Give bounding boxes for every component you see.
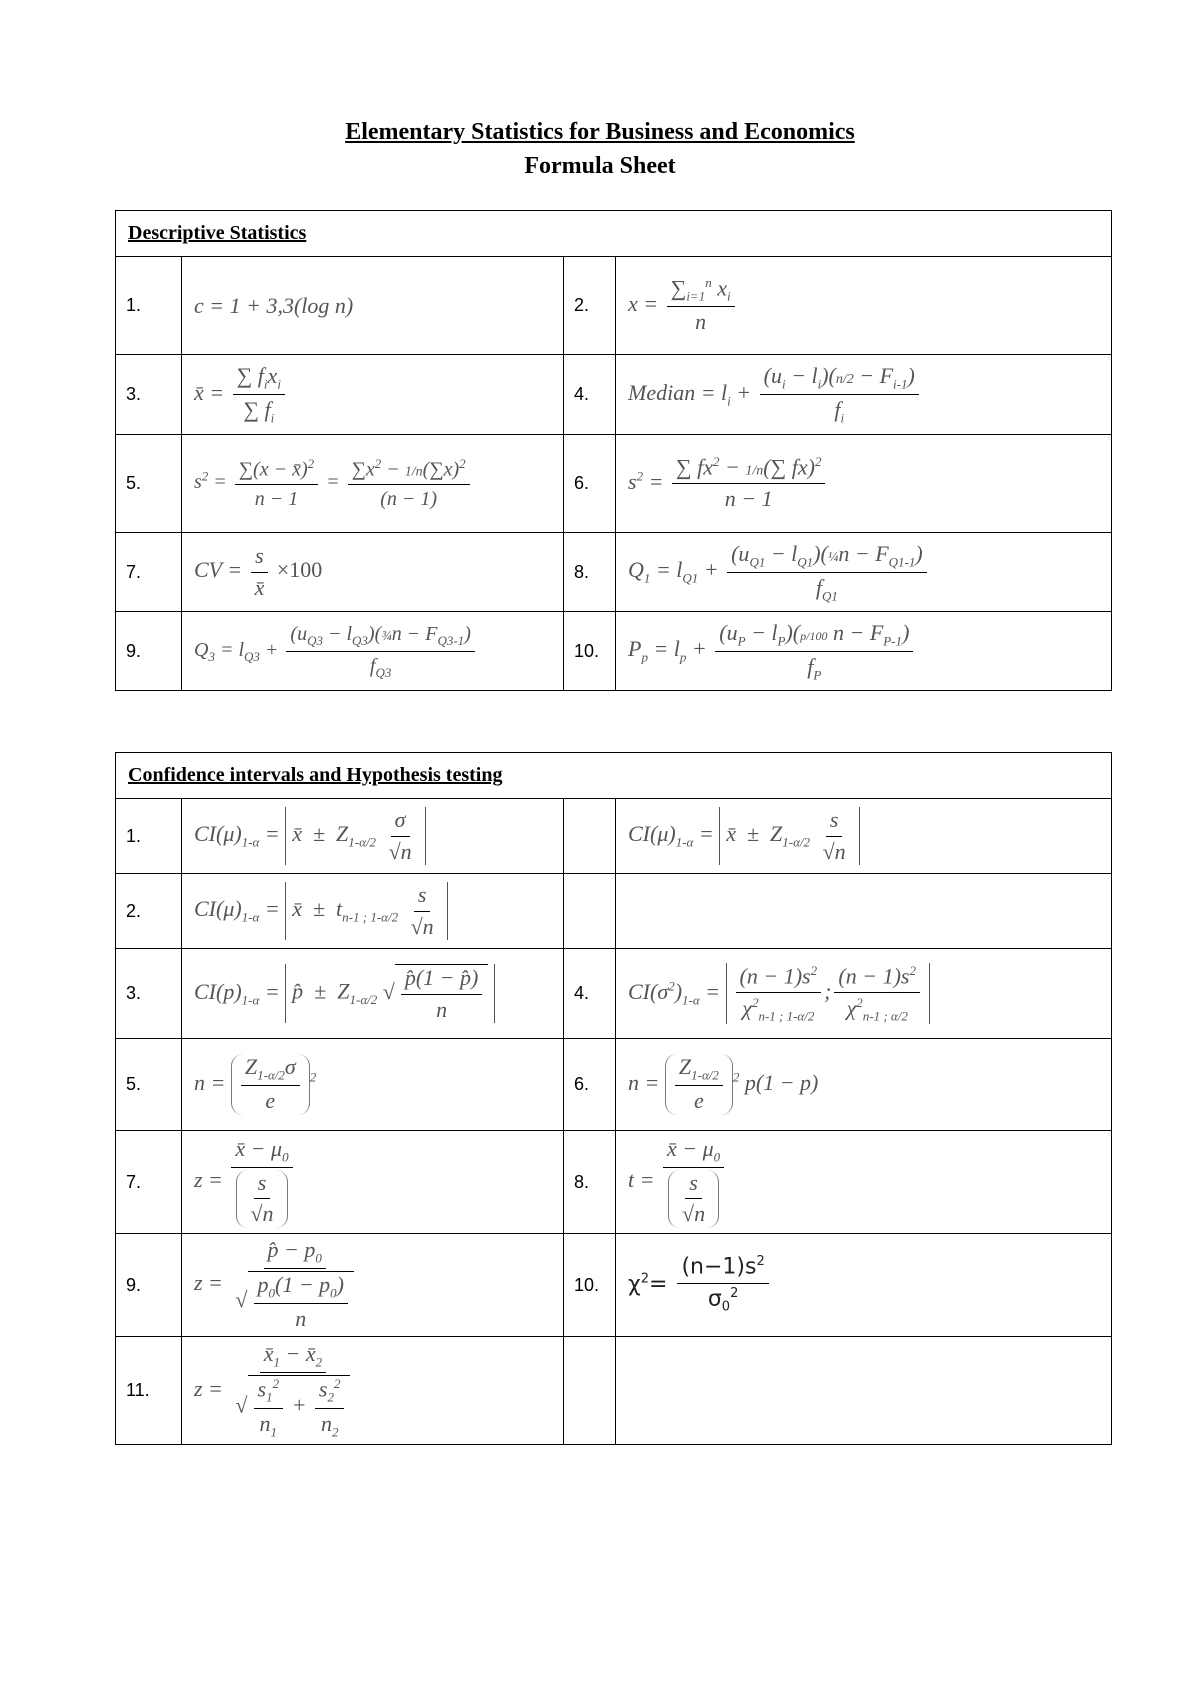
table-row — [116, 1131, 1112, 1234]
title-block — [0, 115, 1200, 183]
descriptive-statistics-table — [115, 210, 1112, 691]
formula-grouped-mean: x̄ = $\frac{\sum f_ix_i}{\sum f_i}$ — [182, 355, 564, 435]
formula-ci-variance: $CI(\sigma^2)_{1-\alpha}$ = $\frac{(n - 1)s^2}{\chi^2_{n-1 ; 1-\alpha/2}}$ ; $\frac{(n - 1)s^2}{\chi^2_{n-1 ; \alpha/2}}$ — [616, 949, 1112, 1039]
formula-grouped-variance: $s^2$ = $\frac{\sum fx^2 - 1/n(\sum fx)^2}{n - 1}$ — [616, 435, 1112, 533]
formula-number: 8. — [564, 1131, 616, 1234]
formula-median: Median = $l_i$ + $\frac{(u_i - l_i)(n/2 - F_{i-1})}{f_i}$ — [616, 355, 1112, 435]
formula-class-count: c = 1 + 3,3(log n) — [182, 257, 564, 355]
formula-number — [564, 874, 616, 949]
inference-heading: Confidence intervals and Hypothesis testing — [116, 753, 1112, 799]
formula-number: 9. — [116, 612, 182, 691]
table-row — [116, 1234, 1112, 1337]
formula-sample-mean: x = $\frac{\sum_{i=1}^n x_i}{n}$ — [616, 257, 1112, 355]
formula-number: 6. — [564, 1039, 616, 1131]
table-row — [116, 533, 1112, 612]
formula-number: 2. — [564, 257, 616, 355]
formula-first-quartile: $Q_1 = l_{Q1}$ + $\frac{(u_{Q1} - l_{Q1})(\frac{1}{4}n - F_{Q1-1})}{f_{Q1}}$ — [616, 533, 1112, 612]
formula-number: 11. — [116, 1337, 182, 1445]
formula-z-test-two-means: z = $x̄_1$ − $x̄_2$ √ $\frac{s_1^2}{n_1}$ + $\frac{s_2^2}{n_2}$ — [182, 1337, 564, 1445]
formula-number: 6. — [564, 435, 616, 533]
formula-number: 2. — [116, 874, 182, 949]
formula-chi-square-test: $\chi^2=$ $\frac{(n-1)s^2}{\sigma_0^2}$ — [616, 1234, 1112, 1337]
table-row — [116, 1039, 1112, 1131]
table-row — [116, 1337, 1112, 1445]
formula-number: 5. — [116, 1039, 182, 1131]
formula-sample-size-proportion: n = $\frac{Z_{1-\alpha/2}}{e}$ $^2$ p(1 − p) — [616, 1039, 1112, 1131]
formula-number: 3. — [116, 355, 182, 435]
table-row — [116, 612, 1112, 691]
formula-sample-size-mean: n = $\frac{Z_{1-\alpha/2}\sigma}{e}$ $^2$ — [182, 1039, 564, 1131]
formula-ci-proportion: $CI(p)_{1-\alpha}$ = p̂ ± $Z_{1-\alpha/2}$ √ $\frac{p̂(1 - p̂)}{n}$ — [182, 949, 564, 1039]
formula-number: 4. — [564, 355, 616, 435]
table-row — [116, 435, 1112, 533]
formula-number: 9. — [116, 1234, 182, 1337]
empty-cell — [616, 1337, 1112, 1445]
formula-number: 7. — [116, 533, 182, 612]
page-title: Elementary Statistics for Business and Economics — [345, 119, 855, 145]
formula-number: 5. — [116, 435, 182, 533]
formula-number: 4. — [564, 949, 616, 1039]
formula-number: 1. — [116, 799, 182, 874]
formula-sample-variance: $s^2$ = $\frac{\sum(x - x̄)^2}{n - 1}$ = $\frac{\sum x^2 - 1/n(\sum x)^2}{(n - 1)}$ — [182, 435, 564, 533]
table-row — [116, 949, 1112, 1039]
descriptive-heading: Descriptive Statistics — [116, 211, 1112, 257]
formula-z-test-mean: z = $\frac{x̄ - \mu_0}{\frac{s}{√n}}$ — [182, 1131, 564, 1234]
empty-cell — [616, 874, 1112, 949]
formula-third-quartile: $Q_3 = l_{Q3}$ + $\frac{(u_{Q3} - l_{Q3})(\frac{3}{4}n - F_{Q3-1})}{f_{Q3}}$ — [182, 612, 564, 691]
formula-number: 8. — [564, 533, 616, 612]
formula-t-test-mean: t = $\frac{x̄ - \mu_0}{\frac{s}{√n}}$ — [616, 1131, 1112, 1234]
formula-percentile: $P_p = l_p$ + $\frac{(u_P - l_P)(p/100 n - F_{P-1})}{f_P}$ — [616, 612, 1112, 691]
table-row — [116, 874, 1112, 949]
formula-ci-mean-large-sample: $CI(\mu)_{1-\alpha}$ = x̄ ± $Z_{1-\alpha/2}$ $\frac{s}{√n}$ — [616, 799, 1112, 874]
formula-ci-mean-t: $CI(\mu)_{1-\alpha}$ = x̄ ± $t_{n-1 ; 1-\alpha/2}$ $\frac{s}{√n}$ — [182, 874, 564, 949]
formula-coefficient-of-variation: CV = $\frac{s}{x̄}$ ×100 — [182, 533, 564, 612]
formula-number: 10. — [564, 612, 616, 691]
page-subtitle: Formula Sheet — [524, 153, 676, 179]
formula-number — [564, 799, 616, 874]
formula-z-test-proportion: z = p̂ − $p_0$ √ $\frac{p_0(1 - p_0)}{n}$ — [182, 1234, 564, 1337]
formula-number: 3. — [116, 949, 182, 1039]
formula-number: 7. — [116, 1131, 182, 1234]
formula-number: 10. — [564, 1234, 616, 1337]
formula-number: 1. — [116, 257, 182, 355]
formula-number — [564, 1337, 616, 1445]
inference-table — [115, 752, 1112, 1445]
table-row — [116, 257, 1112, 355]
formula-ci-mean-known-sigma: $CI(\mu)_{1-\alpha}$ = x̄ ± $Z_{1-\alpha/2}$ $\frac{\sigma}{√n}$ — [182, 799, 564, 874]
table-row — [116, 355, 1112, 435]
table-row — [116, 799, 1112, 874]
